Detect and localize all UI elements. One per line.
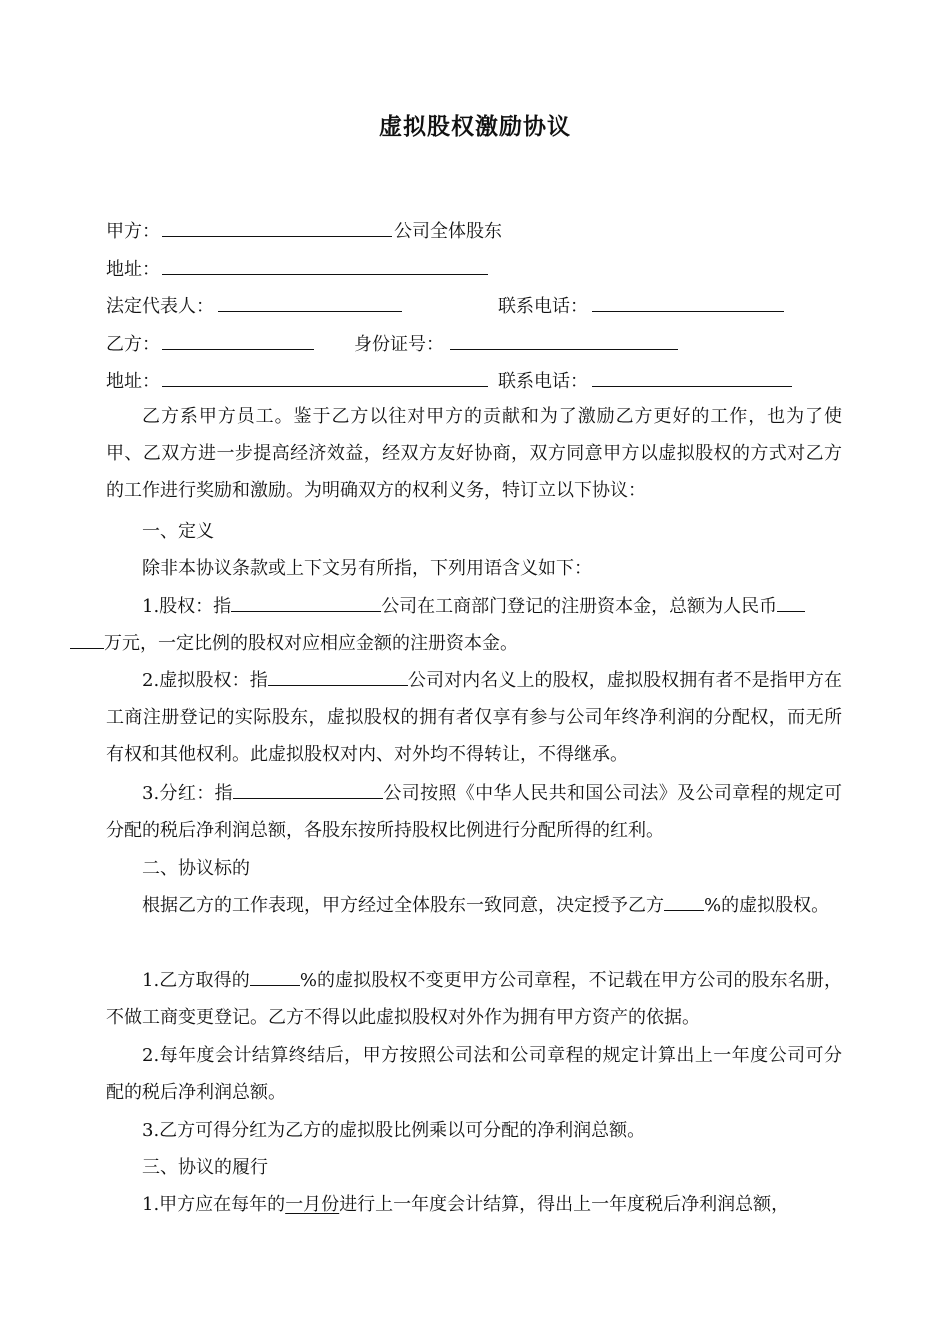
definition-3 bbox=[106, 775, 842, 849]
address2-row bbox=[106, 367, 846, 397]
id-label: 身份证号： bbox=[354, 334, 444, 355]
phone-label: 联系电话： bbox=[498, 296, 588, 317]
phone2-label: 联系电话： bbox=[498, 371, 588, 392]
address2-blank bbox=[162, 367, 488, 397]
definition-1-a: 1.股权：指 bbox=[142, 596, 232, 617]
definition-2-b: 公司对内名义上的股权，虚拟股权拥有者不是指甲方在工商注册登记的实际股东，虚拟股权的拥有者仅享有参与公司年终净利润的分配权，而无所有权和其他权利。此虚拟股权对内、对外均不得转让，不得继承。 bbox=[106, 670, 842, 765]
party-a-row bbox=[106, 217, 846, 247]
definition-2 bbox=[106, 662, 842, 773]
definition-1 bbox=[106, 588, 842, 662]
phone-blank bbox=[592, 292, 784, 322]
percent-blank-2 bbox=[250, 966, 300, 986]
section-2-title: 二、协议标的 bbox=[142, 858, 250, 879]
section-2-item-2: 2.每年度会计结算终结后，甲方按照公司法和公司章程的规定计算出上一年度公司可分配的税后净利润总额。 bbox=[106, 1045, 842, 1103]
party-a-label: 甲方： bbox=[106, 221, 160, 242]
party-b-label: 乙方： bbox=[106, 334, 160, 355]
legal-rep-row bbox=[106, 292, 846, 322]
party-b-blank bbox=[162, 330, 314, 360]
address-row bbox=[106, 255, 846, 285]
phone2-blank bbox=[592, 367, 792, 397]
percent-blank bbox=[664, 891, 704, 911]
definition-1-b: 公司在工商部门登记的注册资本金，总额为人民币 bbox=[381, 596, 778, 617]
section-3-title: 三、协议的履行 bbox=[142, 1157, 268, 1178]
address2-label: 地址： bbox=[106, 371, 160, 392]
definition-3-blank bbox=[233, 779, 383, 799]
address-label: 地址： bbox=[106, 259, 160, 280]
section-2-paragraph: 根据乙方的工作表现，甲方经过全体股东一致同意，决定授予乙方 %的虚拟股权。 bbox=[106, 887, 842, 924]
definition-1-c: 万元，一定比例的股权对应相应金额的注册资本金。 bbox=[104, 633, 518, 654]
section-2-item-1: 1.乙方取得的 %的虚拟股权不变更甲方公司章程，不记载在甲方公司的股东名册，不做工商变更登记。乙方不得以此虚拟股权对外作为拥有甲方资产的依据。 bbox=[106, 962, 842, 1036]
id-blank bbox=[450, 330, 678, 360]
party-b-row bbox=[106, 330, 846, 360]
party-a-blank bbox=[162, 217, 392, 247]
address-blank bbox=[162, 255, 488, 285]
month-underlined: 一月份 bbox=[285, 1194, 340, 1215]
section-1-lead: 除非本协议条款或上下文另有所指，下列用语含义如下： bbox=[142, 558, 592, 579]
definition-2-blank bbox=[268, 666, 408, 686]
document-title: 虚拟股权激励协议 bbox=[379, 114, 571, 140]
section-3-item-1: 1.甲方应在每年的一月份进行上一年度会计结算，得出上一年度税后净利润总额， bbox=[142, 1194, 790, 1215]
section-2-item-3: 3.乙方可得分红为乙方的虚拟股比例乘以可分配的净利润总额。 bbox=[142, 1120, 646, 1141]
legal-rep-blank bbox=[218, 292, 402, 322]
party-a-suffix: 公司全体股东 bbox=[394, 221, 502, 242]
definition-3-b: 公司按照《中华人民共和国公司法》及公司章程的规定可分配的税后净利润总额，各股东按所持股权比例进行分配所得的红利。 bbox=[106, 783, 842, 841]
definition-3-a: 3.分红：指 bbox=[142, 783, 233, 804]
legal-rep-label: 法定代表人： bbox=[106, 296, 214, 317]
definition-1-blank bbox=[231, 592, 381, 612]
definition-2-a: 2.虚拟股权：指 bbox=[142, 670, 268, 691]
section-1-title: 一、定义 bbox=[142, 521, 214, 542]
intro-paragraph: 乙方系甲方员工。鉴于乙方以往对甲方的贡献和为了激励乙方更好的工作，也为了使甲、乙双方进一步提高经济效益，经双方友好协商，双方同意甲方以虚拟股权的方式对乙方的工作进行奖励和激励。为明确双方的权利义务，特订立以下协议： bbox=[106, 406, 842, 501]
